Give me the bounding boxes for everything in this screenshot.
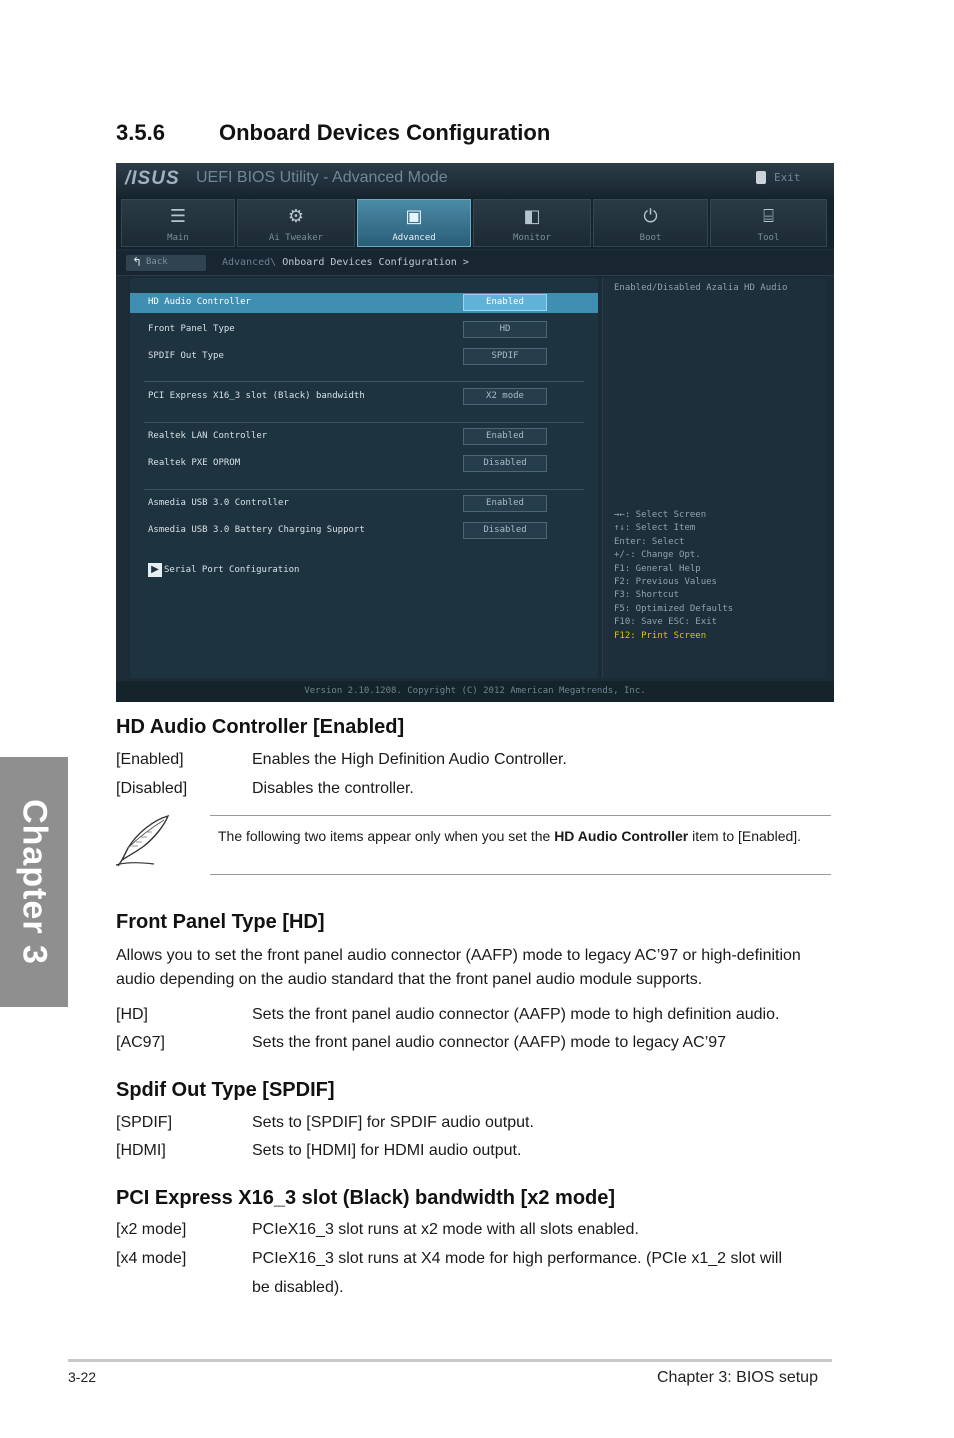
bios-item-value[interactable]: Disabled <box>463 455 547 472</box>
bios-item-front-panel[interactable] <box>130 320 598 340</box>
note-text-post: item to [Enabled]. <box>688 828 802 844</box>
bios-item-spdif[interactable] <box>130 347 598 367</box>
bios-version: Version 2.10.1208. Copyright (C) 2012 American Megatrends, Inc. <box>304 686 646 696</box>
note-text <box>218 826 818 846</box>
tab-ai-tweaker[interactable] <box>237 199 355 247</box>
bios-item-value[interactable]: HD <box>463 321 547 338</box>
front-panel-description: Allows you to set the front panel audio connector (AAFP) mode to legacy AC’97 or high-definition audio depending on the audio standard that the front panel audio module supports. <box>116 947 801 988</box>
back-label: Back <box>146 257 168 267</box>
bios-item-name: PCI Express X16_3 slot (Black) bandwidth <box>148 391 365 401</box>
bios-tab-bar <box>116 197 834 249</box>
bios-item-name: HD Audio Controller <box>148 297 251 307</box>
option-key: [SPDIF] <box>116 1114 173 1131</box>
tab-main[interactable] <box>121 199 235 247</box>
breadcrumb-prefix: Advanced\ <box>222 257 277 268</box>
key-hint: F3: Shortcut <box>614 590 680 601</box>
power-icon: ⏻ <box>643 206 658 227</box>
tab-advanced[interactable] <box>357 199 471 247</box>
bios-item-name: SPDIF Out Type <box>148 351 224 361</box>
key-hint: Enter: Select <box>614 536 685 547</box>
option-desc: Sets to [HDMI] for HDMI audio output. <box>252 1142 522 1159</box>
bios-item-pxe-oprom[interactable] <box>130 454 598 474</box>
key-hint: ↑↓: Select Item <box>614 523 696 534</box>
page-number: 3-22 <box>68 1369 97 1385</box>
quill-pen-icon <box>114 812 172 868</box>
back-arrow-icon: ↰ <box>132 255 143 269</box>
bios-item-name: Realtek LAN Controller <box>148 431 268 441</box>
bios-title-bar <box>116 163 834 197</box>
option-desc: Sets to [SPDIF] for SPDIF audio output. <box>252 1114 534 1131</box>
tab-boot-label: Boot <box>639 233 662 243</box>
bios-divider <box>144 381 584 382</box>
key-hint: F1: General Help <box>614 563 701 574</box>
asus-logo: /ISUS <box>125 168 180 189</box>
bios-item-lan[interactable] <box>130 427 598 447</box>
heading-pcie: PCI Express X16_3 slot (Black) bandwidth [x2 mode] <box>116 1187 616 1209</box>
tab-monitor[interactable] <box>473 199 591 247</box>
tab-tool[interactable] <box>710 199 827 247</box>
submenu-arrow-icon: ▶ <box>148 563 162 577</box>
chapter-footer: Chapter 3: BIOS setup <box>657 1369 818 1386</box>
section-name: Onboard Devices Configuration <box>219 120 551 145</box>
option-desc: Sets the front panel audio connector (AAFP) mode to high definition audio. <box>252 1006 780 1023</box>
bios-item-name: Asmedia USB 3.0 Battery Charging Support <box>148 525 365 535</box>
heading-hd-audio: HD Audio Controller [Enabled] <box>116 716 405 738</box>
bios-breadcrumb-bar <box>116 251 834 276</box>
bios-item-hd-audio[interactable] <box>130 293 598 313</box>
key-hint: +/-: Change Opt. <box>614 550 701 561</box>
tab-monitor-label: Monitor <box>513 233 551 243</box>
back-button[interactable] <box>126 255 206 271</box>
key-hint: F2: Previous Values <box>614 577 717 588</box>
bios-key-legend <box>614 509 824 643</box>
key-hint-print-screen: F12: Print Screen <box>614 630 707 641</box>
tab-ai-tweaker-label: Ai Tweaker <box>268 233 324 243</box>
bios-item-name: Serial Port Configuration <box>164 565 300 575</box>
bios-item-value[interactable]: Enabled <box>463 495 547 512</box>
tab-advanced-label: Advanced <box>392 233 436 243</box>
bios-help-text: Enabled/Disabled Azalia HD Audio <box>614 283 788 293</box>
option-desc: Enables the High Definition Audio Controller. <box>252 751 567 768</box>
chapter-tab <box>0 757 68 1007</box>
list-icon: ☰ <box>169 206 187 227</box>
bios-app-title: UEFI BIOS Utility - Advanced Mode <box>196 169 448 186</box>
option-key: [AC97] <box>116 1034 165 1051</box>
bios-item-usb3-controller[interactable] <box>130 494 598 514</box>
bios-item-pcie-bandwidth[interactable] <box>130 387 598 407</box>
bios-item-value[interactable]: SPDIF <box>463 348 547 365</box>
key-hint: F10: Save ESC: Exit <box>614 617 717 628</box>
bios-footer <box>116 681 834 702</box>
tab-tool-label: Tool <box>757 233 780 243</box>
bios-item-value[interactable]: X2 mode <box>463 388 547 405</box>
key-hint: →←: Select Screen <box>614 510 707 520</box>
footer-rule <box>68 1359 832 1362</box>
option-key: [HDMI] <box>116 1142 166 1159</box>
section-title <box>116 120 550 146</box>
note-divider-bottom <box>210 874 831 875</box>
monitor-icon: ◧ <box>523 206 541 227</box>
bios-item-usb3-charging[interactable] <box>130 521 598 541</box>
bios-item-name: Asmedia USB 3.0 Controller <box>148 498 289 508</box>
section-number: 3.5.6 <box>116 120 165 145</box>
bios-divider <box>144 489 584 490</box>
tab-boot[interactable] <box>593 199 708 247</box>
tool-icon: ⌸ <box>763 206 774 227</box>
breadcrumb <box>222 257 469 268</box>
option-key: [Enabled] <box>116 751 184 768</box>
option-desc-continued: be disabled). <box>252 1279 344 1296</box>
note-text-pre: The following two items appear only when you set the <box>218 828 555 844</box>
note-divider-top <box>210 815 831 816</box>
bios-item-name: Realtek PXE OPROM <box>148 458 241 468</box>
option-desc: Sets the front panel audio connector (AAFP) mode to legacy AC’97 <box>252 1034 727 1051</box>
option-desc: Disables the controller. <box>252 780 414 797</box>
note-text-bold: HD Audio Controller <box>554 828 689 844</box>
tab-main-label: Main <box>167 233 189 243</box>
option-key: [x2 mode] <box>116 1221 187 1238</box>
bios-item-value[interactable]: Disabled <box>463 522 547 539</box>
key-hint: F5: Optimized Defaults <box>614 603 734 614</box>
option-key: [HD] <box>116 1006 148 1023</box>
option-desc: PCIeX16_3 slot runs at X4 mode for high performance. (PCIe x1_2 slot will <box>252 1250 783 1267</box>
tweaker-icon: ⚙ <box>287 206 305 227</box>
option-desc: PCIeX16_3 slot runs at x2 mode with all slots enabled. <box>252 1221 639 1238</box>
bios-item-value[interactable]: Enabled <box>463 428 547 445</box>
option-key: [Disabled] <box>116 780 188 797</box>
bios-item-serial-port[interactable] <box>130 561 598 581</box>
bios-divider <box>144 422 584 423</box>
chapter-tab-label: Chapter 3 <box>15 799 54 965</box>
exit-icon <box>756 171 766 184</box>
bios-item-name: Front Panel Type <box>148 324 235 334</box>
advanced-icon: ▣ <box>405 206 423 227</box>
option-key: [x4 mode] <box>116 1250 187 1267</box>
bios-screenshot <box>116 163 834 702</box>
exit-button[interactable] <box>756 170 824 188</box>
exit-label: Exit <box>774 171 801 184</box>
bios-item-value[interactable]: Enabled <box>463 294 547 311</box>
breadcrumb-current: Onboard Devices Configuration > <box>282 257 469 268</box>
heading-spdif: Spdif Out Type [SPDIF] <box>116 1079 335 1101</box>
heading-front-panel: Front Panel Type [HD] <box>116 911 325 933</box>
